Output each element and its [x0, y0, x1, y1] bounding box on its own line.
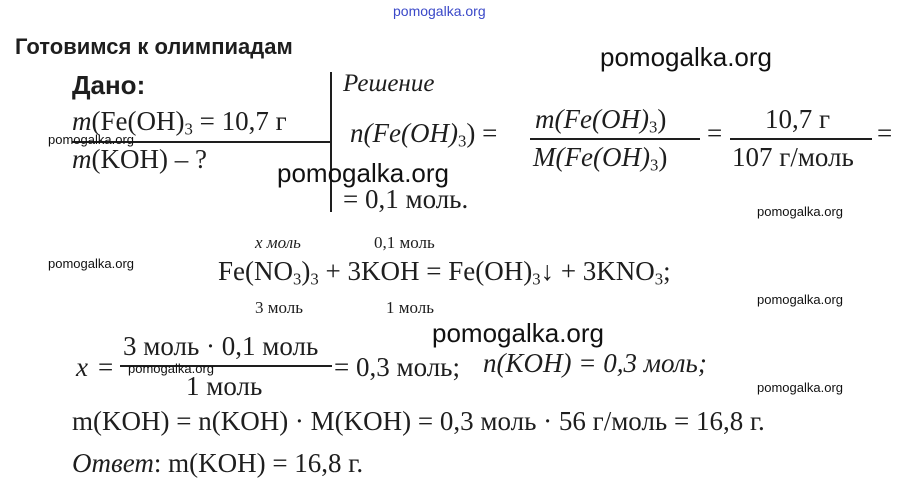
- find-formula: (KOH) – ?: [91, 144, 207, 174]
- watermark-large-1[interactable]: pomogalka.org: [600, 42, 772, 72]
- den-close: ): [658, 142, 668, 172]
- watermark-large-3[interactable]: pomogalka.org: [432, 318, 604, 348]
- subscript: 3: [184, 119, 193, 139]
- reaction-above-right: 0,1 моль: [374, 233, 435, 252]
- solution-label: Решение: [343, 70, 435, 97]
- given-label: Дано:: [72, 70, 146, 100]
- watermark-small-3[interactable]: pomogalka.org: [48, 256, 134, 271]
- subscript: 3: [654, 269, 664, 289]
- watermark-small-4[interactable]: pomogalka.org: [757, 292, 843, 307]
- watermark-large-2[interactable]: pomogalka.org: [277, 158, 449, 188]
- x-fraction-numerator: 3 моль · 0,1 моль: [123, 331, 319, 361]
- answer-text: : m(KOH) = 16,8 г.: [153, 448, 364, 478]
- watermark-small-5[interactable]: pomogalka.org: [128, 361, 214, 376]
- watermark-small-2[interactable]: pomogalka.org: [757, 204, 843, 219]
- reaction-below-right: 1 моль: [386, 298, 435, 317]
- reaction-product: ↓ + 3KNO: [540, 256, 655, 286]
- answer-line: [72, 448, 363, 479]
- reaction-equation: [218, 256, 671, 290]
- n-lhs: n(Fe(OH): [350, 118, 458, 148]
- given-value: = 10,7 г: [192, 106, 287, 136]
- n-koh-result: n(KOH) = 0,3 моль;: [483, 348, 707, 378]
- reaction-above-left: x моль: [255, 233, 301, 252]
- reaction-end: ;: [663, 256, 671, 286]
- n-result: = 0,1 моль.: [343, 184, 469, 214]
- fraction-denominator-value: 107 г/моль: [732, 142, 854, 172]
- n-expression-lhs: [350, 118, 497, 152]
- equals-sign-1: =: [707, 118, 723, 148]
- given-solution-divider: [330, 72, 332, 212]
- given-formula: (Fe(OH): [91, 106, 185, 136]
- watermark-small-1[interactable]: pomogalka.org: [48, 132, 134, 147]
- watermark-top[interactable]: pomogalka.org: [393, 3, 486, 19]
- fraction-bar-2: [730, 138, 872, 140]
- answer-label: Ответ: [72, 448, 154, 478]
- section-heading: Готовимся к олимпиадам: [15, 34, 293, 59]
- m-koh-calculation: m(KOH) = n(KOH) · M(KOH) = 0,3 моль · 56 г/моль = 16,8 г.: [72, 406, 765, 436]
- subscript: 3: [457, 131, 467, 151]
- subscript: 3: [648, 117, 658, 137]
- num-close: ): [657, 104, 667, 134]
- equals-sign-2: =: [877, 118, 893, 148]
- fraction-numerator-m: [535, 104, 666, 138]
- watermark-small-6[interactable]: pomogalka.org: [757, 380, 843, 395]
- reactant-1-close: ): [301, 256, 311, 286]
- fraction-bar-1: [530, 138, 700, 140]
- subscript: 3: [293, 269, 302, 289]
- reaction-middle: + 3KOH = Fe(OH): [318, 256, 533, 286]
- mass-symbol: m: [72, 144, 92, 174]
- mass-symbol: m: [72, 106, 92, 136]
- given-line-2: [72, 144, 207, 175]
- subscript: 3: [310, 269, 319, 289]
- subscript: 3: [532, 269, 541, 289]
- x-variable: x: [76, 352, 88, 382]
- x-result: = 0,3 моль;: [334, 352, 460, 382]
- x-fraction-denominator: 1 моль: [186, 371, 263, 401]
- den-text: M(Fe(OH): [533, 142, 650, 172]
- fraction-denominator-M: [533, 142, 667, 176]
- reactant-1: Fe(NO: [218, 256, 293, 286]
- x-equals: =: [98, 352, 114, 382]
- subscript: 3: [649, 155, 659, 175]
- reaction-below-left: 3 моль: [255, 298, 304, 317]
- fraction-numerator-value: 10,7 г: [765, 104, 831, 134]
- num-text: m(Fe(OH): [535, 104, 649, 134]
- n-lhs-close: ) =: [466, 118, 498, 148]
